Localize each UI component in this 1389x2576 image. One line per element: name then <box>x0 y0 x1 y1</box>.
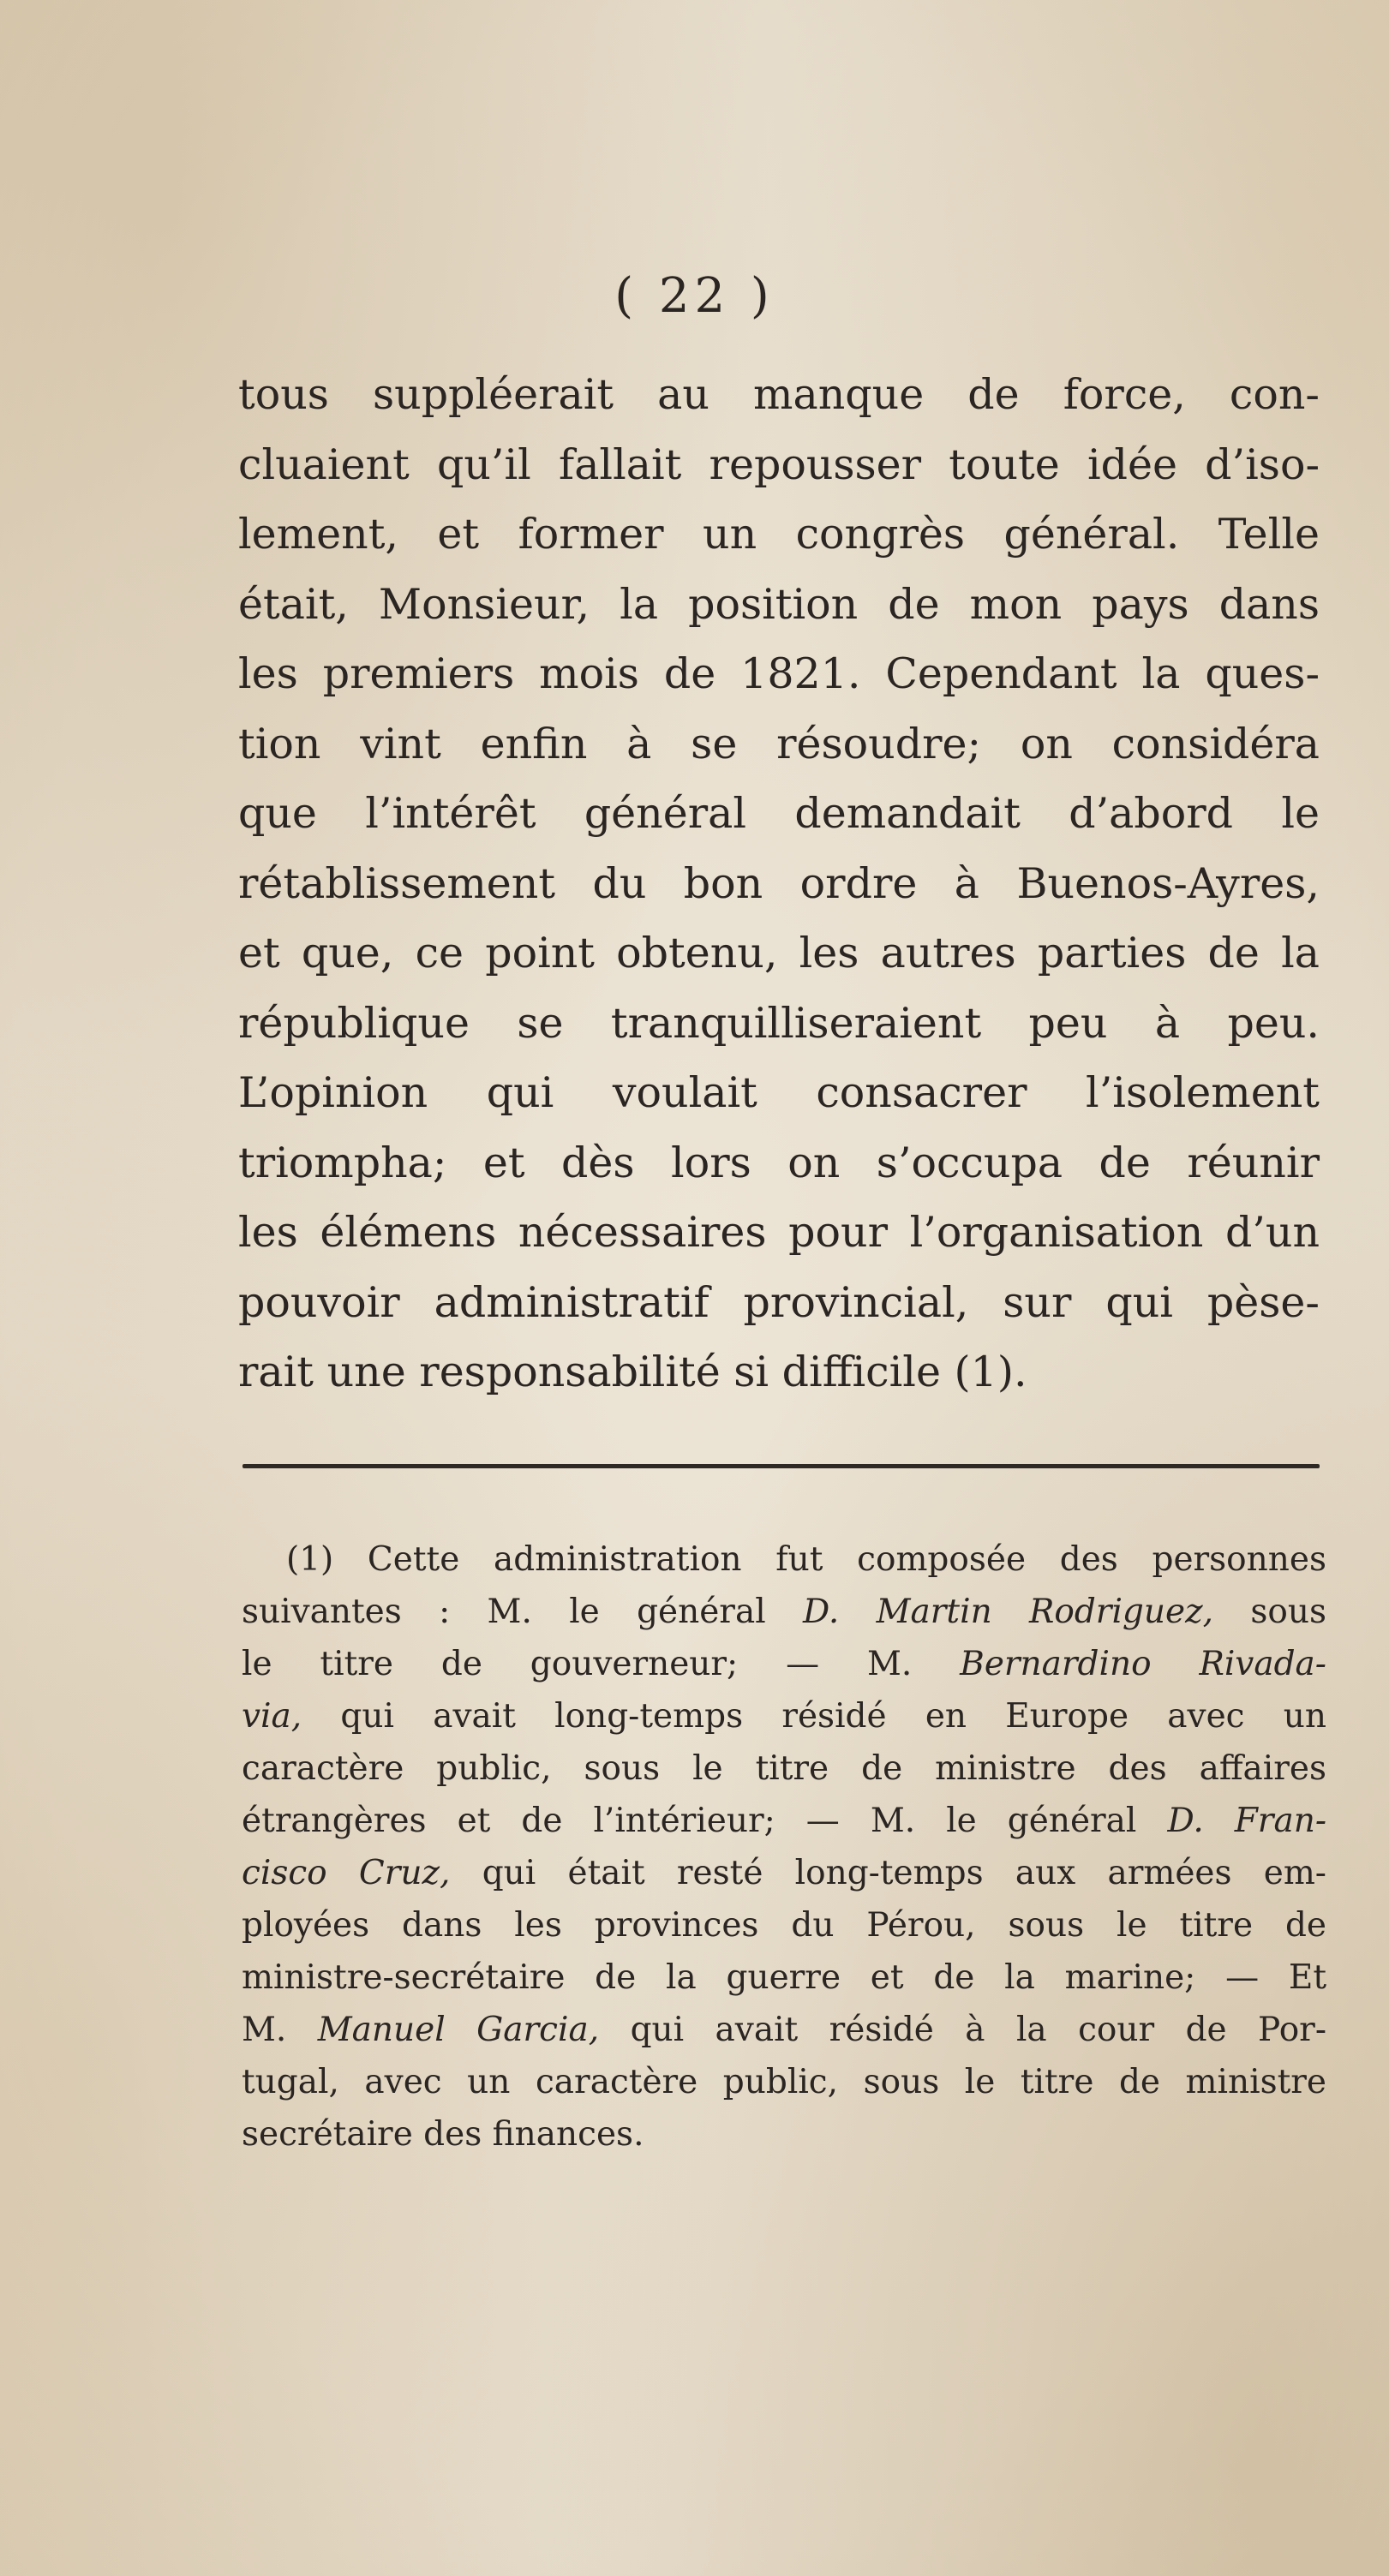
text-line: cluaient qu’il fallait repousser toute idée d’iso- <box>238 439 1320 489</box>
footnote-text: M. <box>242 2011 318 2049</box>
page-number: ( 22 ) <box>614 268 775 324</box>
text-line: tous suppléerait au manque de force, con- <box>238 370 1320 419</box>
text-line: tion vint enfin à se résoudre; on considéra <box>238 719 1320 768</box>
footnote-line <box>242 1795 1326 1847</box>
text-line: lement, et former un congrès général. Telle <box>238 510 1320 559</box>
footnote-text: suivantes : M. le général <box>242 1593 803 1631</box>
footnote-text: le titre de gouverneur; — M. <box>242 1645 961 1683</box>
text-line: les élémens nécessaires pour l’organisation d’un <box>238 1208 1320 1257</box>
footnote-separator <box>242 1464 1320 1468</box>
main-paragraph <box>238 360 1320 1408</box>
footnote-line: ployées dans les provinces du Pérou, sous le titre de <box>242 1906 1326 1945</box>
footnote <box>242 1533 1326 2161</box>
footnote-line <box>242 1847 1326 1899</box>
text-line: pouvoir administratif provincial, sur qui pèse- <box>238 1277 1320 1327</box>
footnote-text: qui avait long-temps résidé en Europe avec un <box>302 1697 1326 1736</box>
footnote-line <box>242 1586 1326 1638</box>
text-line: les premiers mois de 1821. Cependant la ques- <box>238 649 1320 698</box>
footnote-name-italic: D. Martin Rodriguez, <box>803 1593 1214 1631</box>
footnote-line: secrétaire des finances. <box>242 2115 644 2154</box>
footnote-name-italic: Manuel Garcia, <box>317 2011 600 2049</box>
text-line: triompha; et dès lors on s’occupa de réunir <box>238 1138 1320 1187</box>
footnote-line: (1) Cette administration fut composée des personnes <box>286 1540 1326 1579</box>
footnote-text: qui était resté long-temps aux armées em- <box>450 1854 1326 1892</box>
footnote-name-italic: Bernardino Rivada- <box>960 1645 1326 1683</box>
text-line: et que, ce point obtenu, les autres parties de la <box>238 929 1320 977</box>
footnote-line <box>242 1690 1326 1742</box>
text-line: L’opinion qui voulait consacrer l’isolement <box>238 1068 1320 1117</box>
footnote-line: tugal, avec un caractère public, sous le titre de ministre <box>242 2063 1326 2101</box>
footnote-line <box>242 2004 1326 2056</box>
footnote-text: sous <box>1213 1593 1326 1631</box>
text-line: que l’intérêt général demandait d’abord le <box>238 789 1320 838</box>
text-line: était, Monsieur, la position de mon pays dans <box>238 579 1320 629</box>
text-line: rétablissement du bon ordre à Buenos-Ayres, <box>238 858 1320 908</box>
footnote-line: caractère public, sous le titre de ministre des affaires <box>242 1749 1326 1788</box>
footnote-line: ministre-secrétaire de la guerre et de la marine; — Et <box>242 1958 1326 1997</box>
footnote-name-italic: D. Fran- <box>1167 1802 1326 1840</box>
text-line: rait une responsabilité si difficile (1). <box>238 1348 1027 1396</box>
footnote-name-italic: cisco Cruz, <box>242 1854 451 1892</box>
footnote-text: étrangères et de l’intérieur; — M. le général <box>242 1802 1168 1840</box>
footnote-text: qui avait résidé à la cour de Por- <box>599 2011 1326 2049</box>
footnote-line <box>242 1638 1326 1690</box>
text-line: république se tranquilliseraient peu à peu. <box>238 998 1320 1048</box>
footnote-name-italic: via, <box>242 1697 302 1736</box>
